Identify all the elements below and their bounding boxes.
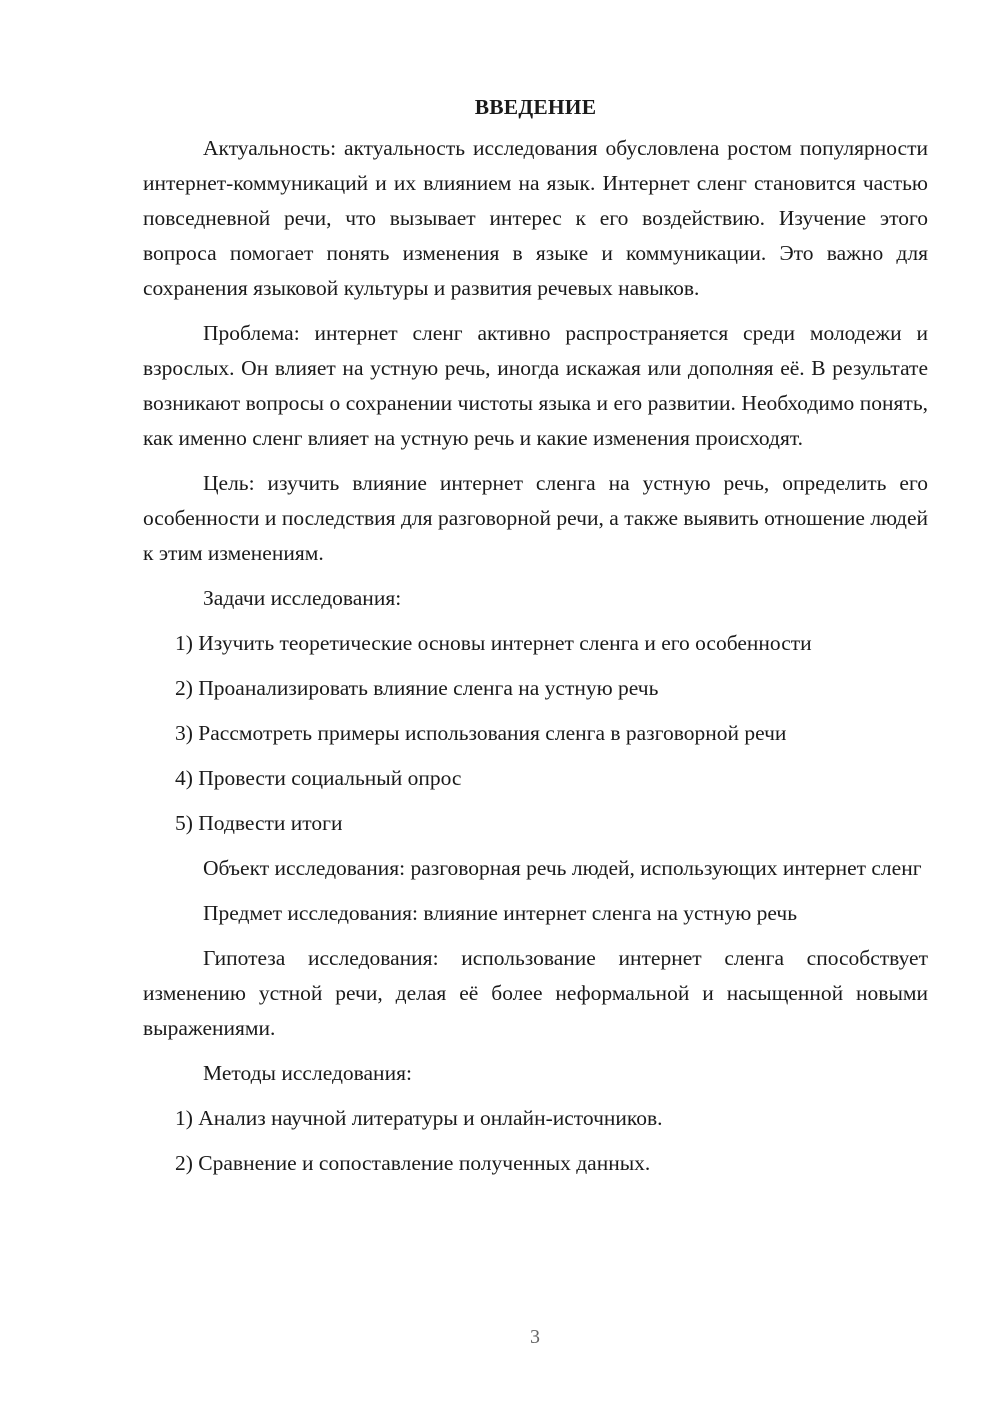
task-item: 5) Подвести итоги	[175, 811, 343, 835]
object-paragraph: Объект исследования: разговорная речь людей, использующих интернет сленг	[203, 856, 922, 880]
page-number: 3	[530, 1326, 540, 1348]
methods-heading: Методы исследования:	[203, 1061, 412, 1085]
task-item: 3) Рассмотреть примеры использования сленга в разговорной речи	[175, 721, 787, 745]
relevance-paragraph: Актуальность: актуальность исследования обусловлена ростом популярности интернет-коммуникаций и их влиянием на язык. Интернет сленг становится частью повседневной речи, что вызывает интерес к его воздействию. Изучение этого вопроса помогает понять изменения в языке и коммуникации. Это важно для сохранения языковой культуры и развития речевых навыков.	[143, 136, 928, 300]
goal-paragraph: Цель: изучить влияние интернет сленга на устную речь, определить его особенности и последствия для разговорной речи, а также выявить отношение людей к этим изменениям.	[143, 471, 928, 565]
subject-paragraph: Предмет исследования: влияние интернет сленга на устную речь	[203, 901, 798, 925]
method-item: 1) Анализ научной литературы и онлайн-источников.	[175, 1106, 663, 1130]
section-title: ВВЕДЕНИЕ	[474, 95, 597, 119]
task-item: 4) Провести социальный опрос	[175, 766, 462, 790]
tasks-heading: Задачи исследования:	[203, 586, 402, 610]
task-item: 2) Проанализировать влияние сленга на устную речь	[175, 676, 659, 700]
problem-paragraph: Проблема: интернет сленг активно распространяется среди молодежи и взрослых. Он влияет на устную речь, иногда искажая или дополняя её. В результате возникают вопросы о сохранении чистоты языка и его развитии. Необходимо понять, как именно сленг влияет на устную речь и какие изменения происходят.	[143, 321, 928, 450]
hypothesis-paragraph: Гипотеза исследования: использование интернет сленга способствует изменению устной речи, делая её более неформальной и насыщенной новыми выражениями.	[143, 946, 928, 1040]
method-item: 2) Сравнение и сопоставление полученных данных.	[175, 1151, 651, 1175]
document-page	[143, 90, 928, 1191]
task-item: 1) Изучить теоретические основы интернет сленга и его особенности	[175, 631, 812, 655]
